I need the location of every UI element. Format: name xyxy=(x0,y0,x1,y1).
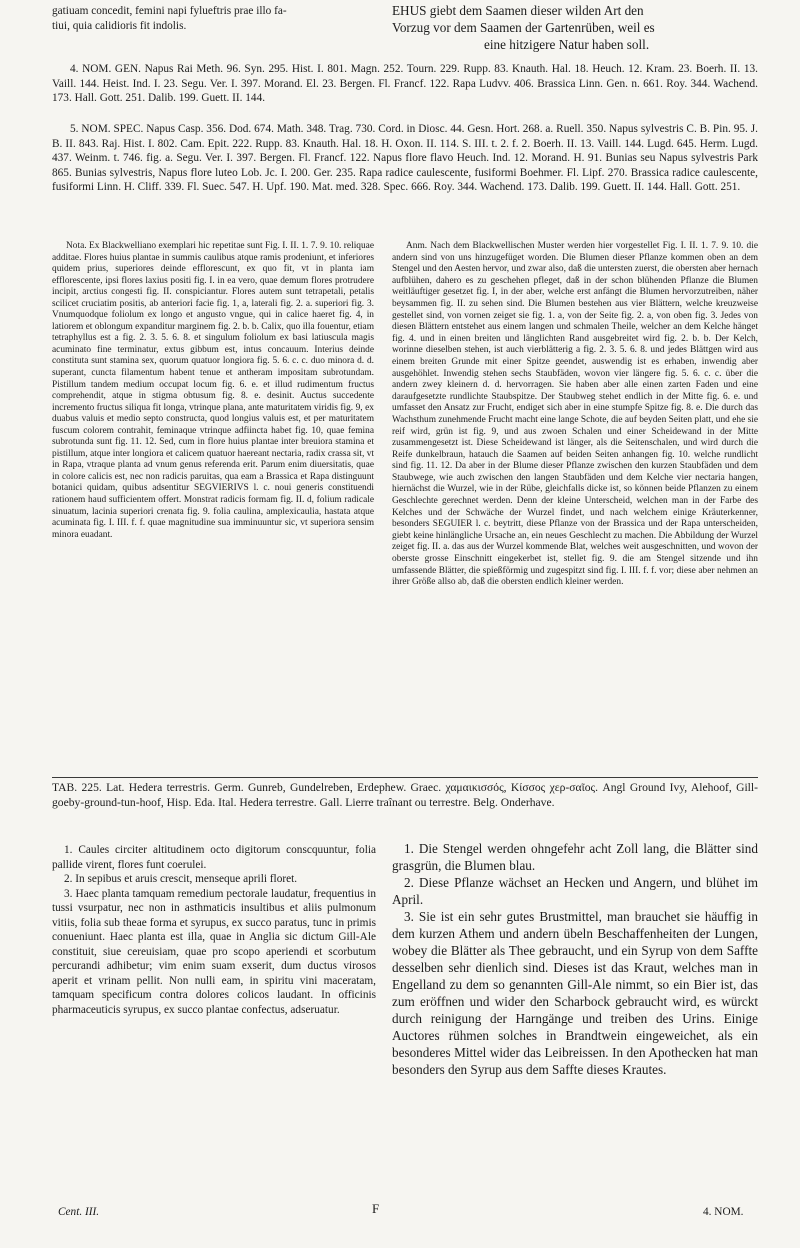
catchword: 4. NOM. xyxy=(703,1206,744,1218)
latin-paragraph: 3. Haec planta tamquam remedium pectorale laudatur, frequentius in tussi vsurpatur, nec non in asthmaticis insultibus et aliis pulmonum vitiis, folia sub theae forma et syrupus, ex succo paratus, tunc in primis conueniunt. Haec planta est illa, quae in Anglia sic dictum Gill-Ale constituit, siue cereuisiam, quae pro scopo aperiendi et scorbutum percurandi adhibetur; vim enim suam exserit, dum ductus virosos aperit et vrinam pellit. Non nulli eam, in spiritu vini maceratam, tamquam specificum contra dolores colicos laudant. In officinis pharmaceuticis syrupus, ex succo plantae confectus, adseruatur. xyxy=(52,887,376,1016)
text-line: Vorzug vor dem Saamen der Gartenrüben, weil es xyxy=(392,20,655,35)
text-line: gatiuam concedit, femini napi fylueftris prae illo fa- xyxy=(52,5,287,17)
text-line: tiui, quia calidioris fit indolis. xyxy=(52,19,187,32)
latin-paragraph: 2. In sepibus et aruis crescit, menseque aprili floret. xyxy=(64,873,298,885)
german-paragraph: 3. Sie ist ein sehr gutes Brustmittel, man brauchet sie häuffig in dem kurzen Athem und andern übeln Beschaffenheiten der Lungen, wobey die Blätter als Thee gebraucht, und ein Syrup von dem Saffte desselben sehr dienlich sind. Dieses ist das Kraut, welches man in Engelland zu dem so genannten Gill-Ale nimmt, so ein Bier ist, das zum eröffnen und wider den Scharbock gebraucht wird, es würckt durch reinigung der Harngänge und treiben des Urins. Einige Auctores rühmen solches in Brandtwein eingeweichet, als ein besonderes Mittel wider das Leibreissen. In den Apothecken hat man besonders den Syrup aus dem Saffte dieses Krautes. xyxy=(392,909,758,1077)
text-line: EHUS giebt dem Saamen dieser wilden Art den xyxy=(392,3,644,18)
nomenclature-genus: 4. NOM. GEN. Napus Rai Meth. 96. Syn. 295. Hist. I. 801. Magn. 252. Tourn. 229. Rupp. 83. Knauth. Hal. 18. Heuch. 12. Kram. 23. Boerh. II. 13. Vaill. 144. Heist. Ind. I. 23. Segu. Ver. I. 397. Morand. El. 23. Bergen. Fl. Francf. 122. Rapa Ludvv. 406. Brassica Linn. Gen. n. 661. Roy. 344. Wachend. 173. Hall. Gott. 251. Dalib. 199. Guett. II. 144. xyxy=(52,63,758,104)
section-divider xyxy=(52,777,758,778)
top-right-continuation xyxy=(392,2,767,53)
nota-latin: Nota. Ex Blackwelliano exemplari hic repetitae sunt Fig. I. II. 1. 7. 9. 10. reliquae additae. Flores huius plantae in summis caulibus atque ramis prodeniunt, et inferiores quidem prius, superiores deinde efflorescunt, ex quo fit, vt in planta iam efflorescente, ipsi flores laxius positi fig. I. in ea vero, quae demum flores protrudere incipit, arctius congesti fig. II. conspiciantur. Flores autem sunt tetrapetali, petalis scilicet cruciatim positis, ab anteriori facie fig. 1, a, laterali fig. 2. a. superiori fig. 3. Vnumquodque foliolum ex longo et angusto vngue, qui in calice haeret fig. 4, in latiorem et oblongum expanditur marginem fig. 2. b. b. Calix, quo illa fouentur, etiam tetraphyllus est a fig. 2. 3. 5. 6. 8. et singulum foliolum ex basi latiuscula magis acuminato fine terminatur, extus gibbum est, intus concauum. Interius deinde constituta sunt stamina sex, quorum quatuor longiora fig. 5. 6. c. c. duo minora d. d. superant, cuncta filamentum habent tenue et antheram impositam subrotundam. Pistillum tandem medium occupat locum fig. 6. e. et illud rudimentum fructus comprehendit, atque in stigma obtusum fig. 8. e. desinit. Auctus succedente incremento fructus siliqua fit longa, vtrinque plana, ante maturitatem viridis fig. 9, ex duabus valuis et medio septo constructa, quod longius valuis est, et per maturitatem fuscum colorem contrahit, feminaque vtrinque adfiincta habet fig. 10, quae femina subrotunda sunt fig. 11. 12. Sed, cum in flore huius plantae inter breuiora stamina et pistillum, atque inter longiora et calicem quatuor haereant nectaria, radix crassa sit, vt in Rapa, vtraque planta ad vnum genus referenda erit. Parum enim diuersitatis, quae in colore calicis est, nec non radicis paruitas, qua eam a Brassica et Rapa distinguunt botanici quidam, quibus adsentitur SEGVIERIVS l. c. noui generis constituendi rationem haud sufficientem offert. Monstrat radicis formam fig. II. d, folium radicale sinuatum, lacinia superiori crenata fig. 9. folia caulina, amplexicaulia, hastata atque acuminata fig. I. III. f. f. quae magnitudine sua imminuuntur sic, vt superiora sensim minora euadant. xyxy=(52,241,374,540)
latin-description xyxy=(52,843,376,1017)
german-paragraph: 2. Diese Pflanze wächset an Hecken und Angern, und blühet im April. xyxy=(392,875,758,907)
text-line: eine hitzigere Natur haben soll. xyxy=(484,37,650,52)
german-paragraph: 1. Die Stengel werden ohngefehr acht Zoll lang, die Blätter sind grasgrün, die Blumen blau. xyxy=(392,841,758,873)
latin-paragraph: 1. Caules circiter altitudinem octo digitorum conscquuntur, folia pallide virent, flores funt coerulei. xyxy=(52,844,376,871)
anmerkung-german: Anm. Nach dem Blackwellischen Muster werden hier vorgestellet Fig. I. II. 1. 7. 9. 10. die andern sind von uns hinzugefüget worden. Die Blumen dieser Pflanze kommen oben an dem Stengel und den Aesten hervor, und zwar also, daß die untersten zuerst, die obersten aber hernach aufblühen, dahero es zu geschehen pfleget, daß in der schon blühenden Pflanze die Blumen weitläuftiger gesetzet fig. I, in der aber, welche erst anfängt die Blumen hervorzutreiben, näher beysammen fig. II. zu sehen sind. Die Blumen bestehen aus vier Blättern, welche kreuzweise gestellet sind, von vornen zeiget sie fig. 1. a, von der Seite fig. 2. a, von oben fig. 3. Jedes von diesen Blättern entstehet aus einem langen und schmalen Theile, welcher an dem Kelche hänget fig. 4. und in einen breiten und länglichten Rand ausgebreitet wird fig. 2. b. b. Der Kelch, worinne dieselben stehen, ist auch vierblätterig a fig. 2. 3. 5. 6. 8. und jedes Blättgen wird aus einem breiten Grunde mit einer Spitze geendet, auswendig ist es erhaben, inwendig aber ausgehöhlet. Inwendig stehen sechs Staubfäden, wovon vier längere fig. 5. 6. c. c. über die andern zwey kleinern d. d. hervorragen. Sie haben aber alle einen zarten Faden und eine daraufgesetzte rundlichte Staubspitze. Der Staubweg stehet endlich in der Mitte fig. 6. e. und umfasset den Ansatz zur Frucht, endiget sich aber in eine stumpfe Spitze fig. 8. e. Die durch das Wachsthum zunehmende Frucht macht eine lange Schote, die auf beyden Seiten platt, und ehe sie reif wird, grün ist fig. 9, und aus zwoen Schalen und einer Scheidewand in der Mitte zusammengesetzt ist. Diese Scheidewand ist länger, als die Seitenschalen, und wird durch die Reife dunkelbraun, hatauch die Saamen auf beiden Seiten anhangen fig. 10. welche rundlicht sind fig. 11. 12. Da aber in der Blume dieser Pflanze zwischen den kurzen Staubfäden und dem Staubwege, wie auch zwischen den langen Staubfäden und dem Kelche vier nectaria hangen, hiernächst die Wurzel, wie in der Rübe, gleichfalls dicke ist, so können beide Pflanzen zu einem Geschlechte gerechnet werden. Denn der kleine Unterscheid, welchen man in der Farbe des Kelches und der Schwäche der Wurzel findet, und nach welchem einige Kräuterkenner, besonders SEGUIER l. c. beytritt, diese Pflanze von der Brassica und der Rapa unterscheiden, giebt keine hinlängliche Ursache an, ein neues Geschlecht zu machen. Die Abbildung der Wurzel zeiget fig. II. a. das aus der Wurzel kommende Blat, welches weit ausgeschnitten, und wovon der oberste grosse Einschnitt eingekerbet ist, stellet fig. 9. die am Stengel sitzende und ihn umfassende Blätter, die spießförmig und zugespitzt sind fig. I. III. f. f. vor; diese aber nehmen an ihrer Größe allso ab, daß die obersten endlich kleiner werden. xyxy=(392,241,758,588)
top-left-continuation xyxy=(52,4,372,33)
tab-entry-heading: TAB. 225. Lat. Hedera terrestris. Germ. Gunreb, Gundelreben, Erdephew. Graec. χαμαικισσός, Κίσσος χερ-σαῖος. Angl Ground Ivy, Alehoof, Gill-goeby-ground-tun-hoof, Hisp. Eda. Ital. Hedera terrestre. Gall. Lierre traînant ou terrestre. Belg. Onderhave. xyxy=(52,781,758,809)
nomenclature-species: 5. NOM. SPEC. Napus Casp. 356. Dod. 674. Math. 348. Trag. 730. Cord. in Diosc. 44. Gesn. Hort. 268. a. Ruell. 350. Napus sylvestris C. B. Pin. 95. J. B. II. 843. Raj. Hist. I. 802. Cam. Epit. 222. Rupp. 83. Knauth. Hal. 18. H. Oxon. II. 114. S. III. t. 2. f. 2. Boerh. II. 13. Vaill. 144. Lugd. 645. Herm. Lugd. 437. Weinm. t. 746. fig. a. Segu. Ver. I. 397. Bergen. Fl. Francf. 122. Napus flore flavo Heuch. Ind. 12. Morand. H. 91. Bunias seu Napus sylvestris Park 865. Bunias sylvestris, Napus flore luteo Lob. Jc. I. 200. Ger. 235. Rapa radice caulescente, fusiformi Boehmer. Fl. Lipf. 270. Brassica radice caulescente, fusiformi Linn. H. Cliff. 339. Fl. Suec. 547. H. Upf. 190. Mat. med. 328. Spec. 666. Roy. 344. Wachend. 173. Dalib. 199. Guett. II. 144. Hall. Gott. 251. xyxy=(52,123,758,193)
signature-mark: Cent. III. xyxy=(58,1206,100,1218)
gathering-letter: F xyxy=(372,1201,380,1216)
german-description xyxy=(392,840,758,1078)
